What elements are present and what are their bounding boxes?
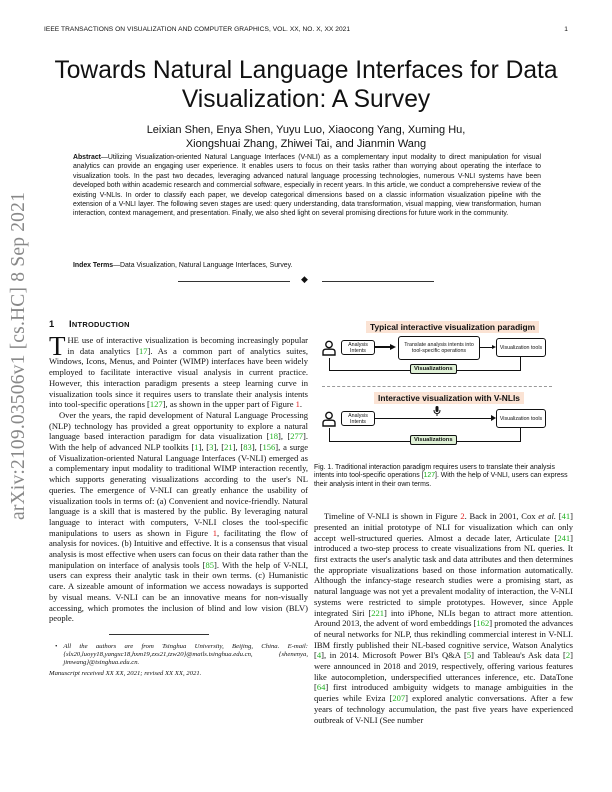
citation-link[interactable]: 83 — [243, 442, 252, 453]
body-text: ]. With the help of advanced NLP toolkits [ — [49, 431, 308, 453]
manuscript-note: Manuscript received XX XX, 2021; revised XX XX, 2021. — [49, 670, 202, 678]
citation-link[interactable]: 221 — [371, 607, 385, 618]
figure-divider — [322, 386, 552, 387]
analysis-intents-box: Analysis Intents — [341, 340, 375, 355]
italic-text: et al. — [538, 511, 556, 522]
citation-link[interactable]: 85 — [205, 559, 215, 570]
visualization-tools-box: Visualization tools — [496, 338, 546, 357]
intro-paragraph-1 — [49, 331, 308, 410]
visualization-tools-box: Visualization tools — [496, 409, 546, 428]
author-line-2: Xiongshuai Zhang, Zhiwei Tai, and Jianmin Wang — [185, 137, 427, 150]
body-text: Over the years, the rapid development of Natural Language Processing (NLP) technology has provided a great opportunity to explore a natural language based interaction paradigm for data visualization [ — [49, 409, 308, 442]
index-terms-text: —Data Visualization, Natural Language Interfaces, Survey. — [113, 262, 293, 269]
page-number: 1 — [564, 26, 568, 33]
figure-ref-link[interactable]: 2 — [460, 511, 465, 522]
feedback-line — [520, 356, 521, 371]
body-text: ], a surge of Visualization-oriented Natural Language Interfaces (V-NLI) emerged as a complementary input modality to traditional WIMP interaction recently, which supports generating visualizations according to the user's NL queries. The emergence of V-NLI can greatly enhance the usability of visualization tools in terms of: (a) Convenient and novice-friendly. Natural language is a skill that is mastered by the public. By leveraging natural language to interact with computers, V-NLI closes the tool-specific manipulations to users as shown in Figure — [49, 442, 309, 538]
body-text: ], [ — [277, 431, 291, 442]
microphone-icon — [433, 406, 441, 416]
body-text: ] and Tableau's Ask data [ — [471, 650, 566, 661]
visualizations-box: Visualizations — [410, 364, 457, 374]
body-text: Timeline of V-NLI is shown in Figure — [324, 511, 461, 522]
citation-link[interactable]: 127 — [423, 472, 436, 480]
user-icon — [322, 340, 336, 356]
abstract — [73, 153, 541, 219]
section-separator — [178, 274, 434, 285]
running-head — [44, 26, 568, 33]
figure-1-caption — [314, 464, 573, 489]
bullet-icon: • — [55, 642, 58, 650]
author-line-1: Leixian Shen, Enya Shen, Yuyu Luo, Xiaocong Yang, Xuming Hu, — [146, 124, 466, 136]
drop-cap: T — [49, 331, 66, 361]
section-title-rest: NTRODUCTION — [71, 320, 130, 329]
body-text: , facilitating the flow of analysis for novices. (b) Intuitive and effective. It is a consensus that visual analysis is most effective when users can focus on their data rather than the manipulation on interface of analysis tools [ — [49, 527, 309, 570]
body-text: ] explored analytic conversations. After a few years of technology accumulation, the past five years have experienced outbreak of V-NLI (See number — [314, 693, 573, 725]
author-list — [40, 124, 572, 151]
body-text: ] presented an initial prototype of NLI for visualization which can only accept well-structured queries. Almost a decade later, Articulate [ — [314, 511, 574, 543]
intro-paragraph-2 — [49, 410, 308, 624]
citation-link[interactable]: 156 — [262, 442, 276, 453]
citation-link[interactable]: 241 — [557, 532, 571, 543]
arrow-head-icon — [390, 344, 396, 350]
diamond-icon: ◆ — [301, 274, 308, 284]
paper-title: Towards Natural Language Interfaces for Data Visualization: A Survey — [54, 57, 558, 113]
index-terms — [73, 262, 541, 269]
citation-link[interactable]: 162 — [476, 618, 490, 629]
body-text: HE use of interactive visualization is becoming increasingly popular in data analytics [ — [67, 335, 308, 356]
body-text: ] first introduced ambiguity widgets to manage ambiguities in the queries while Eviza [ — [314, 682, 573, 704]
citation-link[interactable]: 277 — [290, 431, 304, 442]
section-number: 1 — [49, 318, 55, 329]
affiliation-text: All the authors are from Tsinghua University, Beijing, China. E-mail: {slx20,luoyy18,yangxc18,hxm19,zxs21,tzw20}@mails.tsinghua.edu.cn, {shenenya, jimwang}@tsinghua.edu.cn. — [63, 642, 308, 667]
citation-link[interactable]: 207 — [392, 693, 406, 704]
separator-rule-right — [322, 281, 434, 282]
body-text: ], [ — [251, 442, 263, 453]
right-column — [314, 318, 573, 725]
timeline-paragraph — [314, 511, 573, 725]
citation-link[interactable]: 17 — [138, 345, 148, 356]
body-text: ] introduced a two-step process to create visualizations from NL queries. It first extracts the user's analytic task and data attributes and then determines the appropriate visualizations based on those information automatically. Although the infancy-stage research studies were a promising start, as natural language was not yet a prevalent modality of interaction, the V-NLI systems were restricted to simple prototypes. However, since Apple integrated Siri [ — [314, 532, 573, 618]
body-text: ]. With the help of V-NLI, users can express their analytic task in their own terms. (c) Humanistic care. A sizeable amount of information we access nowadays is supported by visual means. V-NLI can be an innovative means for non-visually accessing, which promotes the inclusion of blind and low vision (BLV) people. — [49, 559, 308, 624]
caption-text: Fig. 1. Traditional interaction paradigm requires users to translate their analysis intents into tool-specific operations [ — [314, 464, 555, 480]
feedback-line — [520, 427, 521, 442]
citation-link[interactable]: 21 — [224, 442, 233, 453]
body-text: ], as shown in the upper part of Figure — [162, 399, 296, 410]
body-text: . Back in 2001, Cox — [464, 511, 539, 522]
citation-link[interactable]: 64 — [316, 682, 326, 693]
index-terms-label: Index Terms — [73, 262, 114, 269]
feedback-line — [329, 358, 330, 370]
vnli-paradigm-label: Interactive visualization with V-NLIs — [374, 392, 524, 404]
figure-ref-link[interactable]: 1 — [295, 399, 300, 410]
citation-link[interactable]: 41 — [561, 511, 571, 522]
body-text: ] promoted the advances of neural networks for NLP, thus rekindling commercial interest in V-NLI. IBM firstly published their NL-based cognitive service, Watson Analytics [ — [314, 618, 574, 661]
typical-paradigm-label: Typical interactive visualization paradigm — [366, 321, 539, 333]
citation-link[interactable]: 127 — [149, 399, 163, 410]
body-text: ], [ — [213, 442, 225, 453]
visualizations-box: Visualizations — [410, 435, 457, 445]
figure-1 — [314, 318, 573, 458]
analysis-intents-box: Analysis Intents — [341, 411, 375, 426]
body-text: ] were announced in 2018 and 2019, respectively, offering various features like autocompletion, underspecified utterances inference, etc. DataTone [ — [314, 650, 573, 693]
citation-link[interactable]: 2 — [565, 650, 571, 661]
figure-ref-link[interactable]: 1 — [212, 527, 217, 538]
arrow-line — [375, 418, 492, 419]
arrow-line — [375, 346, 391, 348]
journal-name: IEEE TRANSACTIONS ON VISUALIZATION AND COMPUTER GRAPHICS, VOL. XX, NO. X, XX 2021 — [44, 26, 351, 33]
citation-link[interactable]: 1 — [194, 442, 199, 453]
abstract-label: Abstract — [73, 154, 101, 161]
body-text: ], in 2014. Microsoft Power BI's Q&A [ — [321, 650, 467, 661]
body-text: ] into iPhone, NLIs began to attract more attention. Around 2013, the advent of word embeddings [ — [314, 607, 573, 629]
body-text: ], [ — [232, 442, 244, 453]
body-text: ], [ — [198, 442, 210, 453]
citation-link[interactable]: 18 — [269, 431, 278, 442]
body-text: [ — [555, 511, 562, 522]
footnote-rule — [109, 634, 209, 635]
citation-link[interactable]: 3 — [209, 442, 214, 453]
citation-link[interactable]: 4 — [316, 650, 322, 661]
arxiv-stamp[interactable]: arXiv:2109.03506v1 [cs.HC] 8 Sep 2021 — [8, 191, 29, 520]
separator-rule-left — [178, 281, 290, 282]
translate-box: Translate analysis intents into tool-specific operations — [398, 336, 480, 360]
user-icon — [322, 411, 336, 427]
section-heading-introduction — [49, 318, 308, 329]
footnote-affiliation — [49, 643, 308, 668]
abstract-text: —Utilizing Visualization-oriented Natural Language Interfaces (V-NLI) as a complementary input modality to direct manipulation for visual analytics can provide an engaging user experience. It enables users to focus on their tasks rather than worrying about operating the interface to visualization tools. In the past two decades, leveraging advanced natural language processing technologies, numerous V-NLI systems have been developed both within academic research and commercial software, especially in recent years. In this article, we conduct a comprehensive review of the existing V-NLIs. In order to classify each paper, we develop categorical dimensions based on a classic information visualization pipeline with the extension of a V-NLI layer. The following seven stages are used: query understanding, data transformation, visual mapping, view transformation, human interaction, context management, and presentation. Finally, we also shed light on several promising directions for future work in the community. — [73, 154, 541, 218]
feedback-line — [329, 428, 330, 441]
section-title-initial: I — [69, 318, 72, 329]
caption-text: ]. With the help of V-NLI, users can express their analysis intent in their own terms. — [314, 472, 568, 488]
body-text: ]. As a common part of analytics suites, Windows, Icons, Menus, and Pointer (WIMP) interfaces have been widely employed to facilitate interactive visual analysis in current practice. However, this interaction paradigm presents a steep learning curve in visualization tools since it requires users to translate their analysis intents into tool-specific operations [ — [49, 345, 308, 410]
body-text: . — [299, 399, 303, 410]
citation-link[interactable]: 5 — [466, 650, 472, 661]
left-column — [49, 318, 308, 679]
